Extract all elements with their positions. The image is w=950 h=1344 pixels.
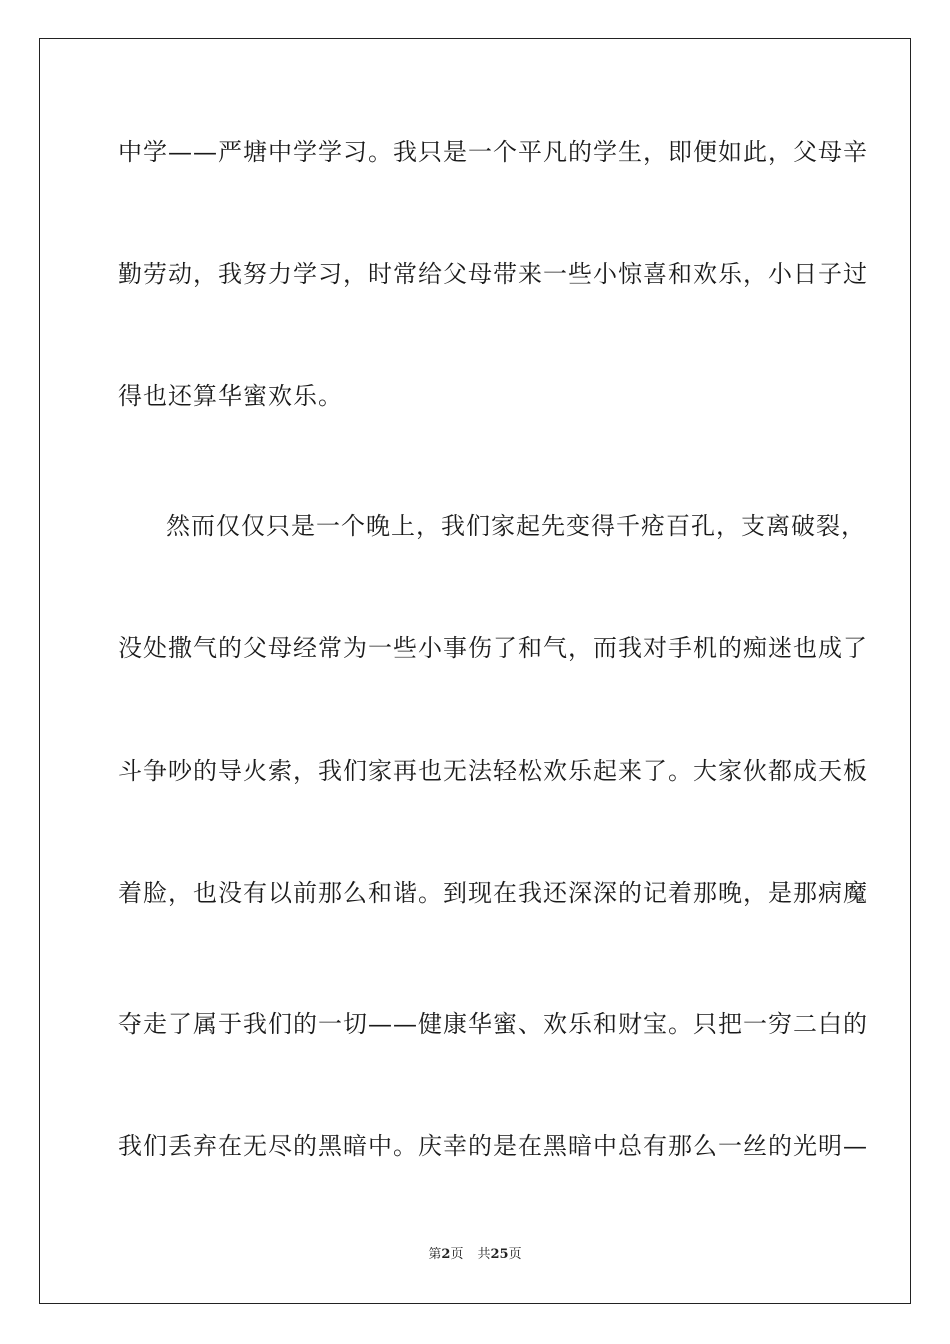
text-line: 中学——严塘中学学习。我只是一个平凡的学生，即便如此，父母辛 (118, 138, 868, 166)
page-border (39, 38, 911, 1304)
text-line: 夺走了属于我们的一切——健康华蜜、欢乐和财宝。只把一穷二白的 (118, 1010, 868, 1038)
page-footer (0, 1246, 950, 1264)
text-line: 我们丢弃在无尽的黑暗中。庆幸的是在黑暗中总有那么一丝的光明— (118, 1132, 868, 1160)
text-line: 斗争吵的导火索，我们家再也无法轻松欢乐起来了。大家伙都成天板 (118, 757, 868, 785)
footer-total-pages: 25 (490, 1247, 509, 1262)
footer-page-number: 2 (441, 1247, 451, 1262)
text-line: 得也还算华蜜欢乐。 (118, 382, 343, 410)
text-line: 没处撒气的父母经常为一些小事伤了和气，而我对手机的痴迷也成了 (118, 634, 868, 662)
paragraph-start-line: 然而仅仅只是一个晚上，我们家起先变得千疮百孔，支离破裂， (166, 512, 866, 540)
text-line: 着脸，也没有以前那么和谐。到现在我还深深的记着那晚，是那病魔 (118, 879, 868, 907)
footer-page-suffix: 页 (450, 1247, 464, 1262)
footer-total-suffix: 页 (508, 1247, 522, 1262)
footer-page-prefix: 第 (428, 1247, 442, 1262)
text-line: 勤劳动，我努力学习，时常给父母带来一些小惊喜和欢乐，小日子过 (118, 260, 868, 288)
footer-total-prefix: 共 (477, 1247, 491, 1262)
